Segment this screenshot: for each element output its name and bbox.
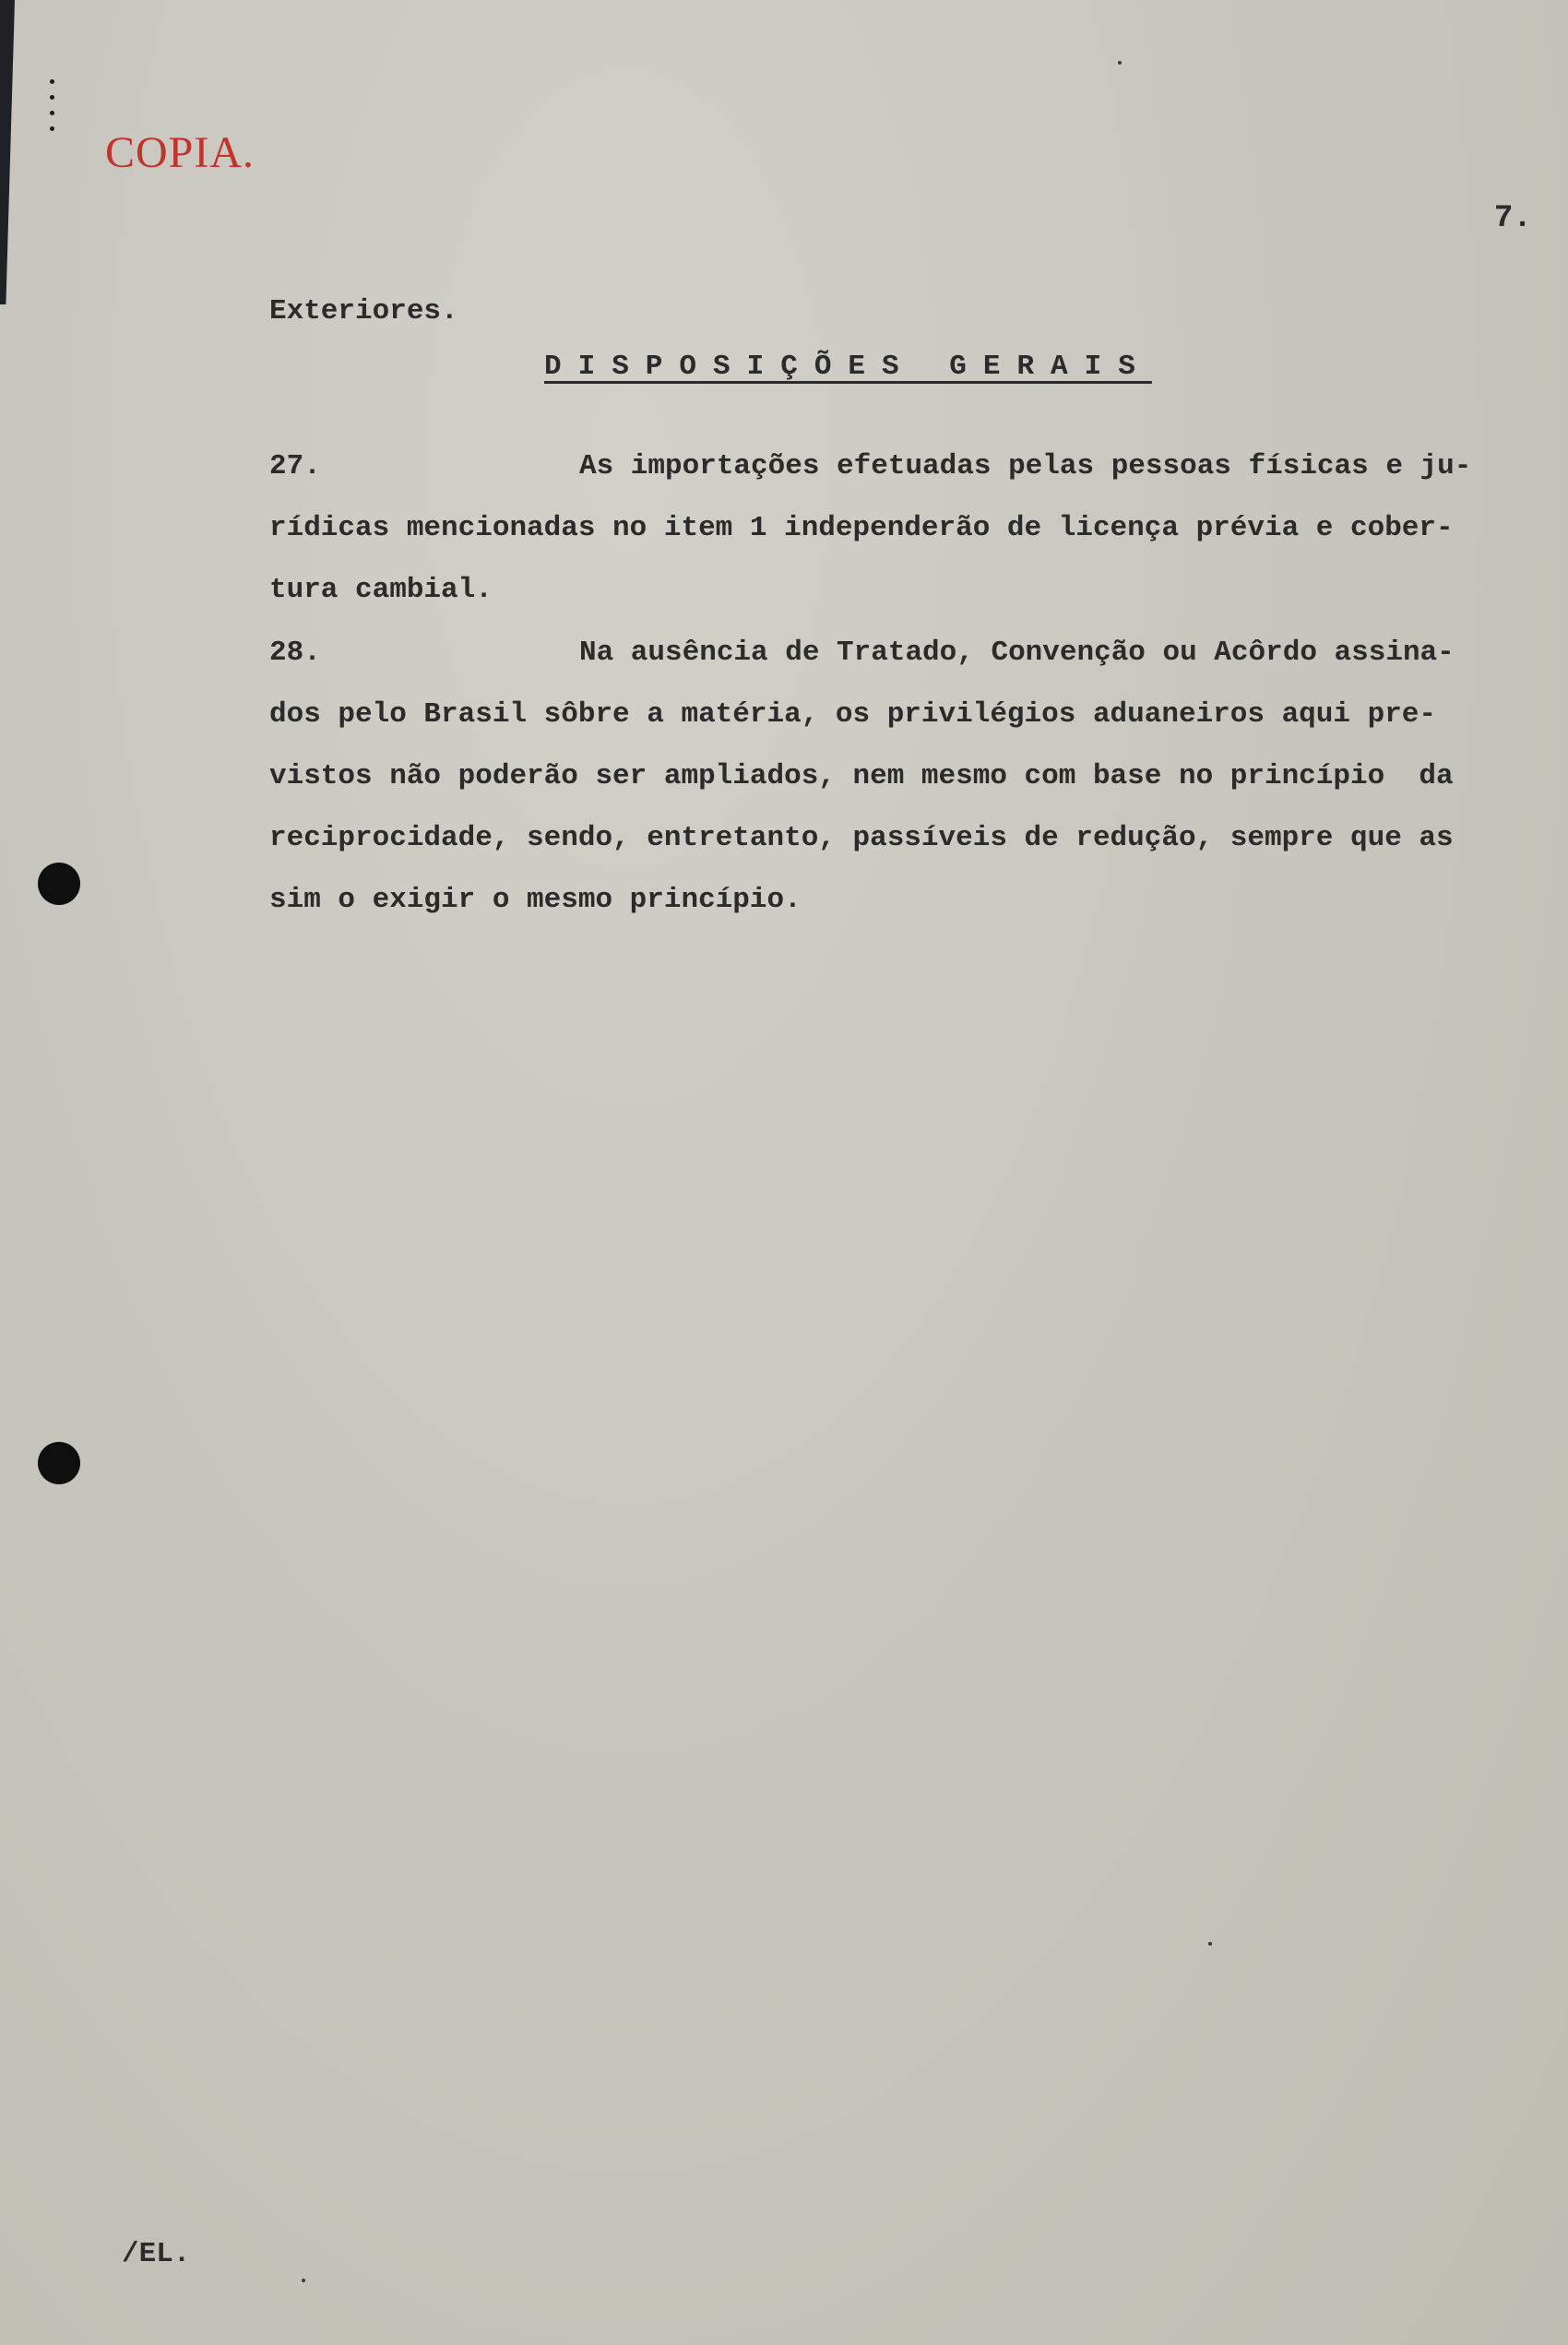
paragraph-line: vistos não poderão ser ampliados, nem mesmo com base no princípio da (269, 760, 1454, 792)
paragraph-28 (269, 622, 1547, 931)
binder-edge (0, 0, 15, 304)
paragraph-27 (269, 435, 1547, 621)
paper-speck (302, 2279, 305, 2282)
paragraph-line: reciprocidade, sendo, entretanto, passíveis de redução, sempre que as (269, 822, 1454, 854)
paper-speck (1208, 1942, 1212, 1946)
paragraph-line: 28. Na ausência de Tratado, Convenção ou Acôrdo assina- (269, 622, 1547, 684)
punch-hole-lower (38, 1442, 80, 1484)
paragraph-line: sim o exigir o mesmo princípio. (269, 884, 802, 916)
paragraph-number: 27. (269, 450, 321, 482)
carry-heading: Exteriores. (269, 295, 458, 327)
typist-initials: /EL. (122, 2238, 191, 2270)
paragraph-line: 27. As importações efetuadas pelas pessoas físicas e ju- (269, 435, 1547, 497)
edge-marks (46, 79, 59, 162)
paragraph-line: rídicas mencionadas no item 1 independerão de licença prévia e cober- (269, 512, 1454, 544)
copia-stamp: COPIA. (105, 128, 255, 177)
paper-speck (1118, 61, 1122, 65)
paragraph-line: tura cambial. (269, 574, 493, 606)
paragraph-number: 28. (269, 637, 321, 669)
page-number: 7. (1494, 201, 1532, 236)
section-title: DISPOSIÇÕES GERAIS (544, 351, 1152, 383)
paragraph-line: dos pelo Brasil sôbre a matéria, os privilégios aduaneiros aqui pre- (269, 698, 1437, 731)
punch-hole-upper (38, 863, 80, 905)
